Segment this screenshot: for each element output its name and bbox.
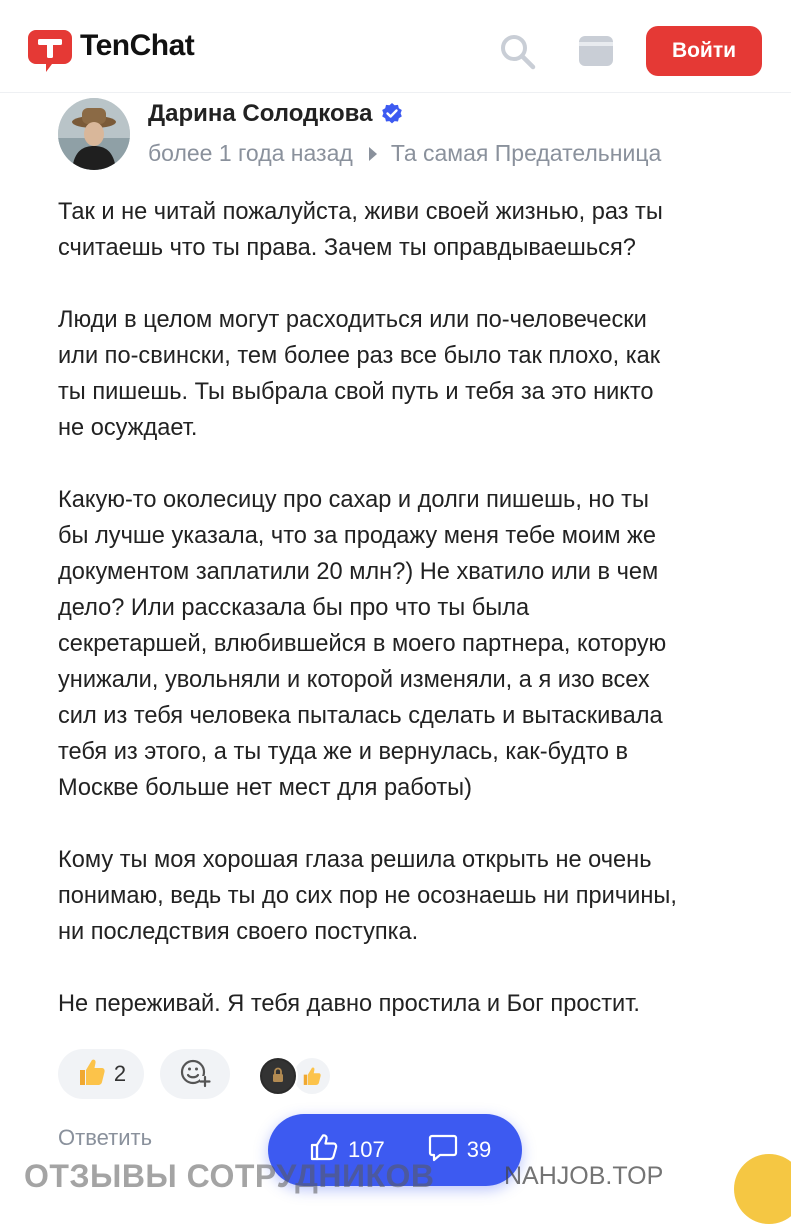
add-reaction-icon (179, 1056, 211, 1093)
verified-icon (380, 102, 404, 126)
thumbs-up-icon (76, 1056, 108, 1093)
like-reaction-button[interactable] (58, 1049, 144, 1099)
logo[interactable] (26, 26, 194, 74)
reactor-avatar (258, 1056, 298, 1096)
thumbs-up-icon (292, 1056, 332, 1096)
comment-count: 39 (466, 1137, 492, 1162)
post-paragraph: Не переживай. Я тебя давно простила и Бог простит. (58, 991, 640, 1017)
post-paragraph: Люди в целом могут расходиться или по-человечески или по-свински, тем более раз все было так плохо, как ты пишешь. Ты выбрала свой путь и тебя за это никто не осуждает. (58, 307, 661, 441)
author-name-row (148, 100, 404, 128)
author-name[interactable]: Дарина Солодкова (148, 100, 373, 127)
angry-emoji-icon (734, 1154, 791, 1224)
post-like-count: 107 (348, 1137, 385, 1162)
reactors-list[interactable] (258, 1056, 332, 1096)
watermark-text: ОТЗЫВЫ СОТРУДНИКОВ (24, 1158, 435, 1194)
watermark-site: NAHJOB.TOP (504, 1162, 664, 1190)
reply-link[interactable]: Ответить (58, 1125, 153, 1150)
header (0, 0, 791, 93)
post-meta (148, 140, 661, 167)
arrow-right-icon (369, 147, 377, 161)
logo-icon (26, 26, 74, 74)
login-button[interactable]: Войти (646, 26, 762, 76)
avatar[interactable] (58, 98, 130, 170)
post-paragraph: Так и не читай пожалуйста, живи своей жизнью, раз ты считаешь что ты права. Зачем ты оправдываешься? (58, 199, 663, 261)
post-paragraph: Какую-то околесицу про сахар и долги пишешь, но ты бы лучше указала, что за продажу меня тебе моим же документом заплатили 20 млн?) Не хватило или в чем дело? Или рассказала бы про что ты была секретаршей, влюбившейся в моего партнера, которую унижали, увольняли и которой изменяли, а я изо всех сил из тебя человека пыталась сделать и вытаскивала тебя из этого, а ты туда же и вернулась, как-будто в Москве больше нет мест для работы) (58, 487, 667, 801)
add-reaction-button[interactable] (160, 1049, 230, 1099)
search-icon[interactable] (498, 32, 538, 72)
wallet-icon[interactable] (578, 34, 614, 68)
reply-target[interactable]: Та самая Предательница (390, 140, 662, 166)
logo-text: TenChat (80, 29, 195, 62)
post-paragraph: Кому ты моя хорошая глаза решила открыть не очень понимаю, ведь ты до сих пор не осознаешь ни причины, ни последствия своего поступка. (58, 847, 677, 945)
post-body (58, 194, 778, 1058)
like-count: 2 (113, 1061, 127, 1086)
post-time: более 1 года назад (148, 140, 353, 166)
